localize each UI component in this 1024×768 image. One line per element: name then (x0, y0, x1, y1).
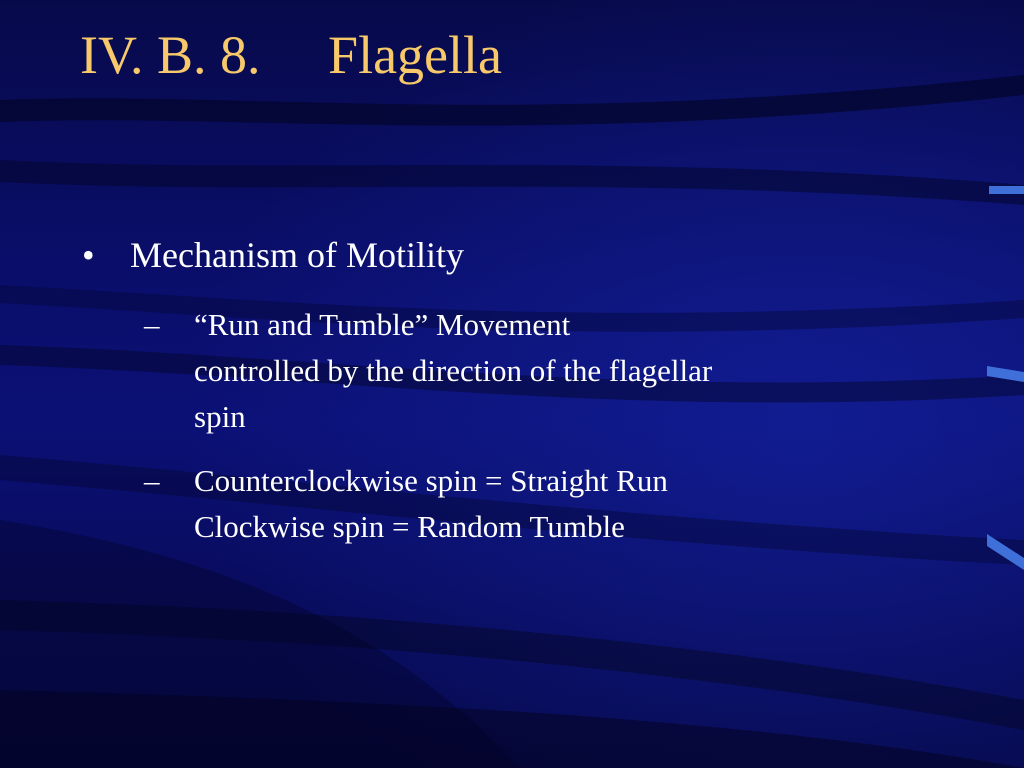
subbullet-line: Counterclockwise spin = Straight Run (194, 463, 668, 498)
accent-mark-2 (985, 362, 1024, 386)
accent-mark-1 (985, 182, 1024, 198)
bullet-text: Mechanism of Motility (130, 235, 464, 275)
subbullet-marker: – (144, 463, 160, 498)
subbullet-line: spin (194, 399, 246, 434)
subbullet-line: “Run and Tumble” Movement (194, 307, 571, 342)
subbullet-marker: – (144, 307, 160, 342)
slide-title: IV. B. 8. Flagella (80, 25, 502, 85)
accent-mark-3 (985, 528, 1024, 576)
bullet-marker: • (82, 235, 95, 275)
subbullet-line: controlled by the direction of the flagellar (194, 353, 713, 388)
subbullet-line: Clockwise spin = Random Tumble (194, 509, 625, 544)
